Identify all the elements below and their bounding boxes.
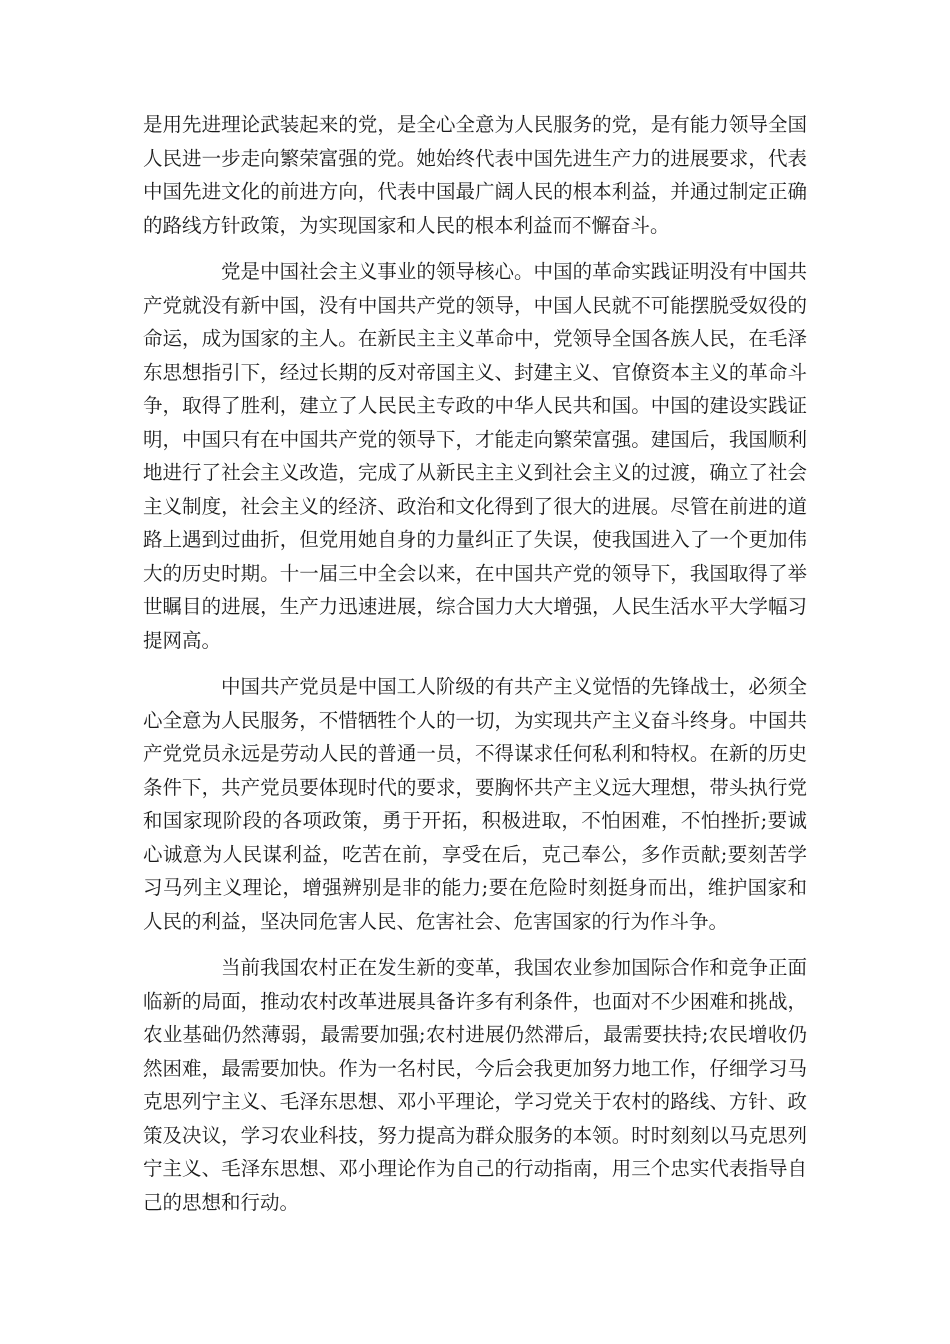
paragraph: 是用先进理论武装起来的党，是全心全意为人民服务的党，是有能力领导全国人民进一步走向繁荣富强的党。她始终代表中国先进生产力的进展要求，代表中国先进文化的前进方向，代表中国最广阔人民的根本利益，并通过制定正确的路线方针政策，为实现国家和人民的根本利益而不懈奋斗。	[143, 113, 807, 237]
paragraph: 当前我国农村正在发生新的变革，我国农业参加国际合作和竞争正面临新的局面，推动农村改革进展具备许多有利条件，也面对不少困难和挑战，农业基础仍然薄弱，最需要加强;农村进展仍然滞后，最需要扶持;农民增收仍然困难，最需要加快。作为一名村民，今后会我更加努力地工作，仔细学习马克思列宁主义、毛泽东思想、邓小平理论，学习党关于农村的路线、方针、政策及决议，学习农业科技，努力提高为群众服务的本领。时时刻刻以马克思列宁主义、毛泽东思想、邓小理论作为自己的行动指南，用三个忠实代表指导自己的思想和行动。	[143, 956, 807, 1214]
paragraph: 党是中国社会主义事业的领导核心。中国的革命实践证明没有中国共产党就没有新中国，没有中国共产党的领导，中国人民就不可能摆脱受奴役的命运，成为国家的主人。在新民主主义革命中，党领导全国各族人民，在毛泽东思想指引下，经过长期的反对帝国主义、封建主义、官僚资本主义的革命斗争，取得了胜利，建立了人民民主专政的中华人民共和国。中国的建设实践证明，中国只有在中国共产党的领导下，才能走向繁荣富强。建国后，我国顺利地进行了社会主义改造，完成了从新民主主义到社会主义的过渡，确立了社会主义制度，社会主义的经济、政治和文化得到了很大的进展。尽管在前进的道路上遇到过曲折，但党用她自身的力量纠正了失误，使我国进入了一个更加伟大的历史时期。十一届三中全会以来，在中国共产党的领导下，我国取得了举世瞩目的进展，生产力迅速进展，综合国力大大增强，人民生活水平大学幅习提网高。	[143, 260, 807, 652]
paragraph: 中国共产党员是中国工人阶级的有共产主义觉悟的先锋战士，必须全心全意为人民服务，不惜牺牲个人的一切，为实现共产主义奋斗终身。中国共产党党员永远是劳动人民的普通一员，不得谋求任何私利和特权。在新的历史条件下，共产党员要体现时代的要求，要胸怀共产主义远大理想，带头执行党和国家现阶段的各项政策，勇于开拓，积极进取，不怕困难，不怕挫折;要诚心诚意为人民谋利益，吃苦在前，享受在后，克己奉公，多作贡献;要刻苦学习马列主义理论，增强辨别是非的能力;要在危险时刻挺身而出，维护国家和人民的利益，坚决同危害人民、危害社会、危害国家的行为作斗争。	[143, 675, 807, 933]
document-body	[143, 108, 807, 1232]
